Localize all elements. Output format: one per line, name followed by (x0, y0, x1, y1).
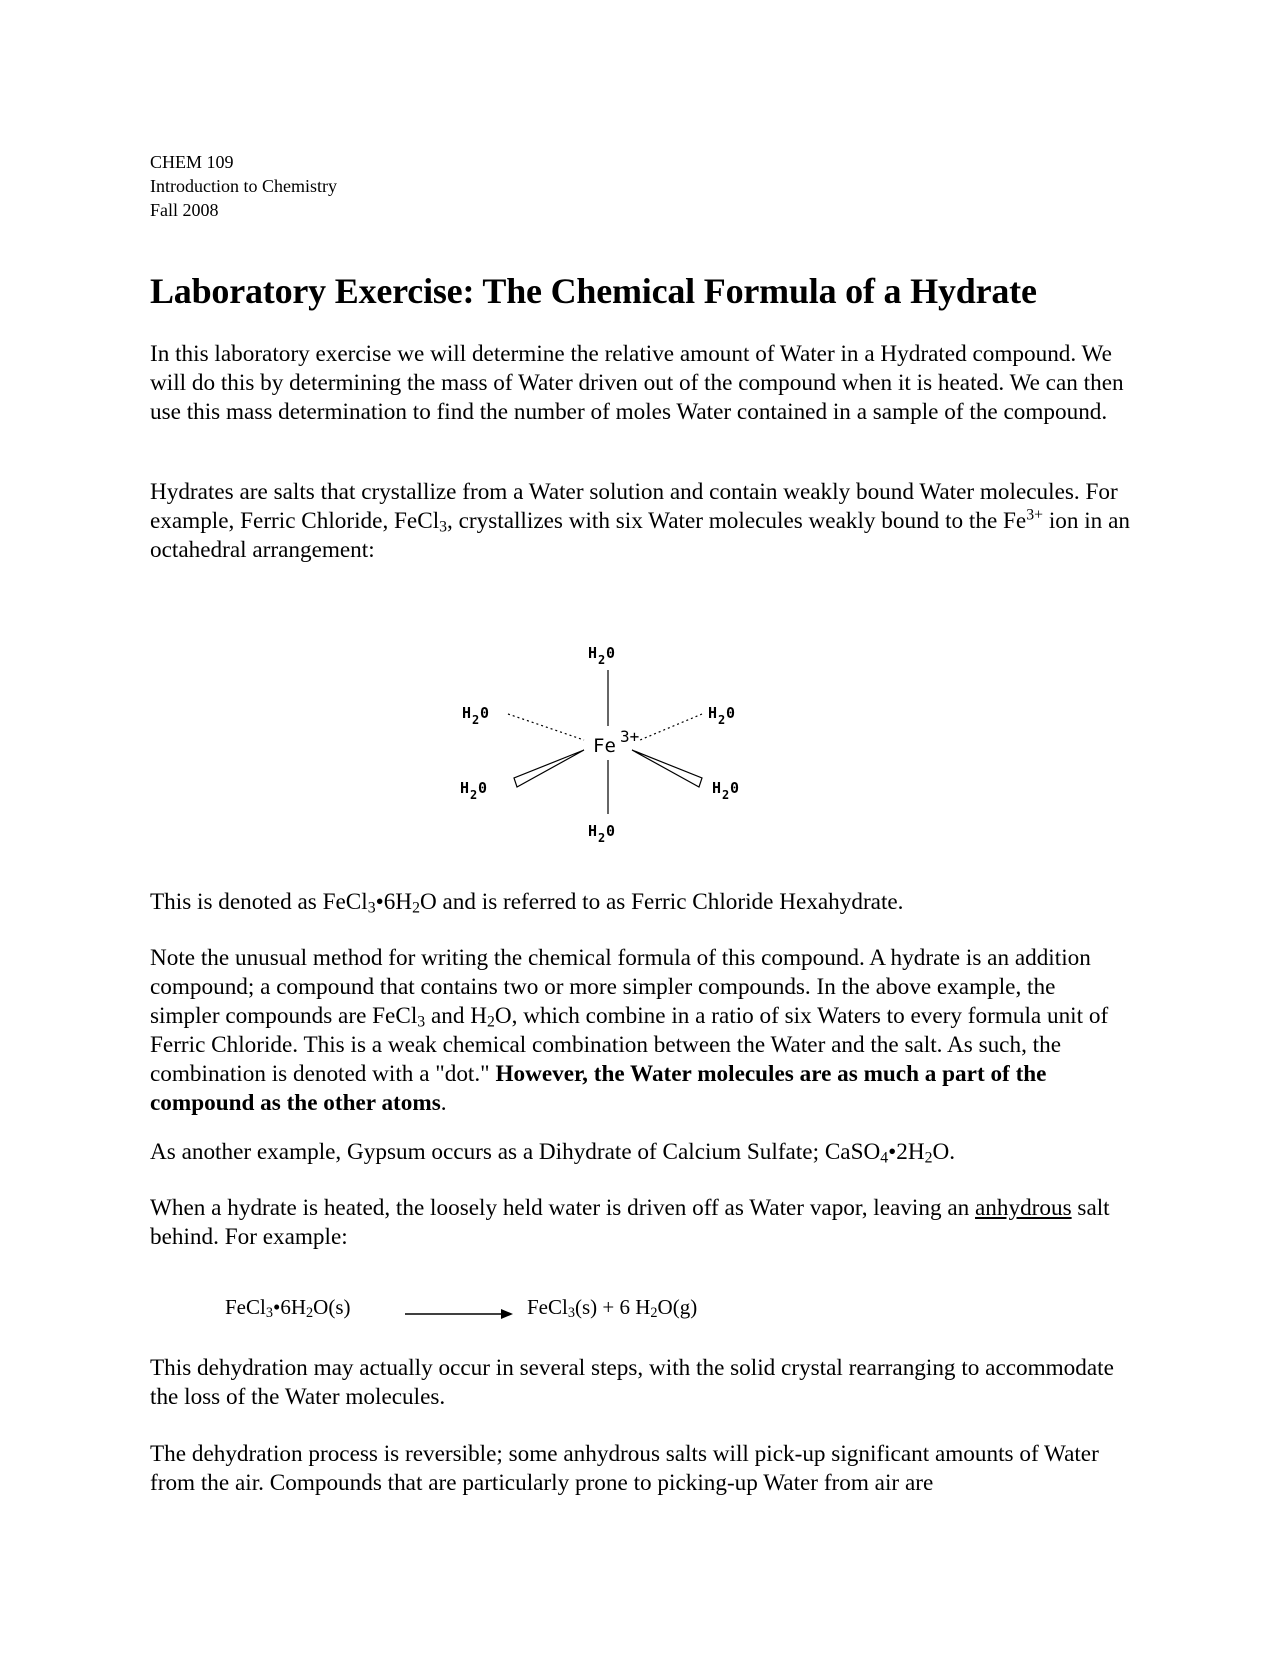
ligand-lower-left (460, 779, 487, 802)
svg-text:H: H (462, 704, 472, 722)
ligand-top (588, 644, 615, 667)
svg-text:2: 2 (598, 831, 606, 845)
svg-text:0: 0 (606, 822, 616, 840)
svg-text:2: 2 (598, 653, 606, 667)
svg-text:H: H (588, 644, 598, 662)
note-emphasis: However, the Water molecules are as much a part of the compound as the other atoms (150, 1061, 1047, 1116)
reaction-arrow (405, 1307, 515, 1321)
course-title: Introduction to Chemistry (150, 176, 337, 196)
svg-text:0: 0 (730, 779, 740, 797)
intro-paragraph: In this laboratory exercise we will determine the relative amount of Water in a Hydrated compound. We will do this by determining the mass of Water driven out of the compound when it is heated. We can then use this mass determination to find the number of moles Water contained in a sample of the compound. (150, 341, 1124, 425)
document-header (150, 150, 337, 222)
iron-charge: 3+ (620, 727, 640, 746)
page-title: Laboratory Exercise: The Chemical Formula of a Hydrate (150, 271, 1037, 311)
hydrates-paragraph: Hydrates are salts that crystallize from a Water solution and contain weakly bound Water molecules. For example, Ferric Chloride, FeCl$_3$, crystallizes with six Water molecules weakly bound to the $Fe^{3+}$ ion in an octahedral arrangement: (150, 479, 1130, 563)
svg-text:0: 0 (478, 779, 488, 797)
svg-text:2: 2 (470, 788, 478, 802)
ligand-upper-right (708, 704, 735, 727)
svg-text:H: H (588, 822, 598, 840)
octahedral-structure-diagram (460, 640, 810, 860)
course-code: CHEM 109 (150, 152, 234, 172)
svg-text:0: 0 (480, 704, 490, 722)
heated-paragraph: When a hydrate is heated, the loosely held water is driven off as Water vapor, leaving an anhydrous salt behind. For example: (150, 1195, 1110, 1250)
ligand-lower-right (712, 779, 739, 802)
svg-text:H: H (708, 704, 718, 722)
denoted-paragraph: This is denoted as $FeCl_3•6H_2O$ and is referred to as Ferric Chloride Hexahydrate. (150, 889, 904, 917)
iron-center: Fe (593, 735, 616, 757)
svg-text:0: 0 (726, 704, 736, 722)
steps-paragraph: This dehydration may actually occur in several steps, with the solid crystal rearranging to accommodate the loss of the Water molecules. (150, 1355, 1114, 1410)
svg-text:2: 2 (718, 713, 726, 727)
svg-text:H: H (460, 779, 470, 797)
reaction-products: FeCl$_3$(s) + 6 $H_2O(g)$ (527, 1295, 698, 1322)
ligand-upper-left (462, 704, 489, 727)
ligand-bottom (588, 822, 615, 845)
svg-text:0: 0 (606, 644, 616, 662)
svg-text:H: H (712, 779, 722, 797)
anhydrous-term: anhydrous (975, 1195, 1072, 1221)
svg-text:2: 2 (722, 788, 730, 802)
term: Fall 2008 (150, 200, 219, 220)
svg-text:2: 2 (472, 713, 480, 727)
gypsum-paragraph: As another example, Gypsum occurs as a Dihydrate of Calcium Sulfate; $CaSO_4•2H_2O$. (150, 1139, 956, 1167)
reversible-paragraph: The dehydration process is reversible; some anhydrous salts will pick-up significant amounts of Water from the air. Compounds that are particularly prone to picking-up Water from air are (150, 1441, 1099, 1496)
note-paragraph: Note the unusual method for writing the chemical formula of this compound. A hydrate is an addition compound; a compound that contains two or more simpler compounds. In the above example, the simpler compounds are FeCl$_3$ and $H_2O$, which combine in a ratio of six Waters to every formula unit of Ferric Chloride. This is a weak chemical combination between the Water and the salt. As such, the combination is denoted with a "dot." However, the Water molecules are as much a part of the compound as the other atoms. (150, 945, 1109, 1116)
reaction-reactant: $FeCl_3•6H_2O(s)$ (225, 1295, 351, 1322)
